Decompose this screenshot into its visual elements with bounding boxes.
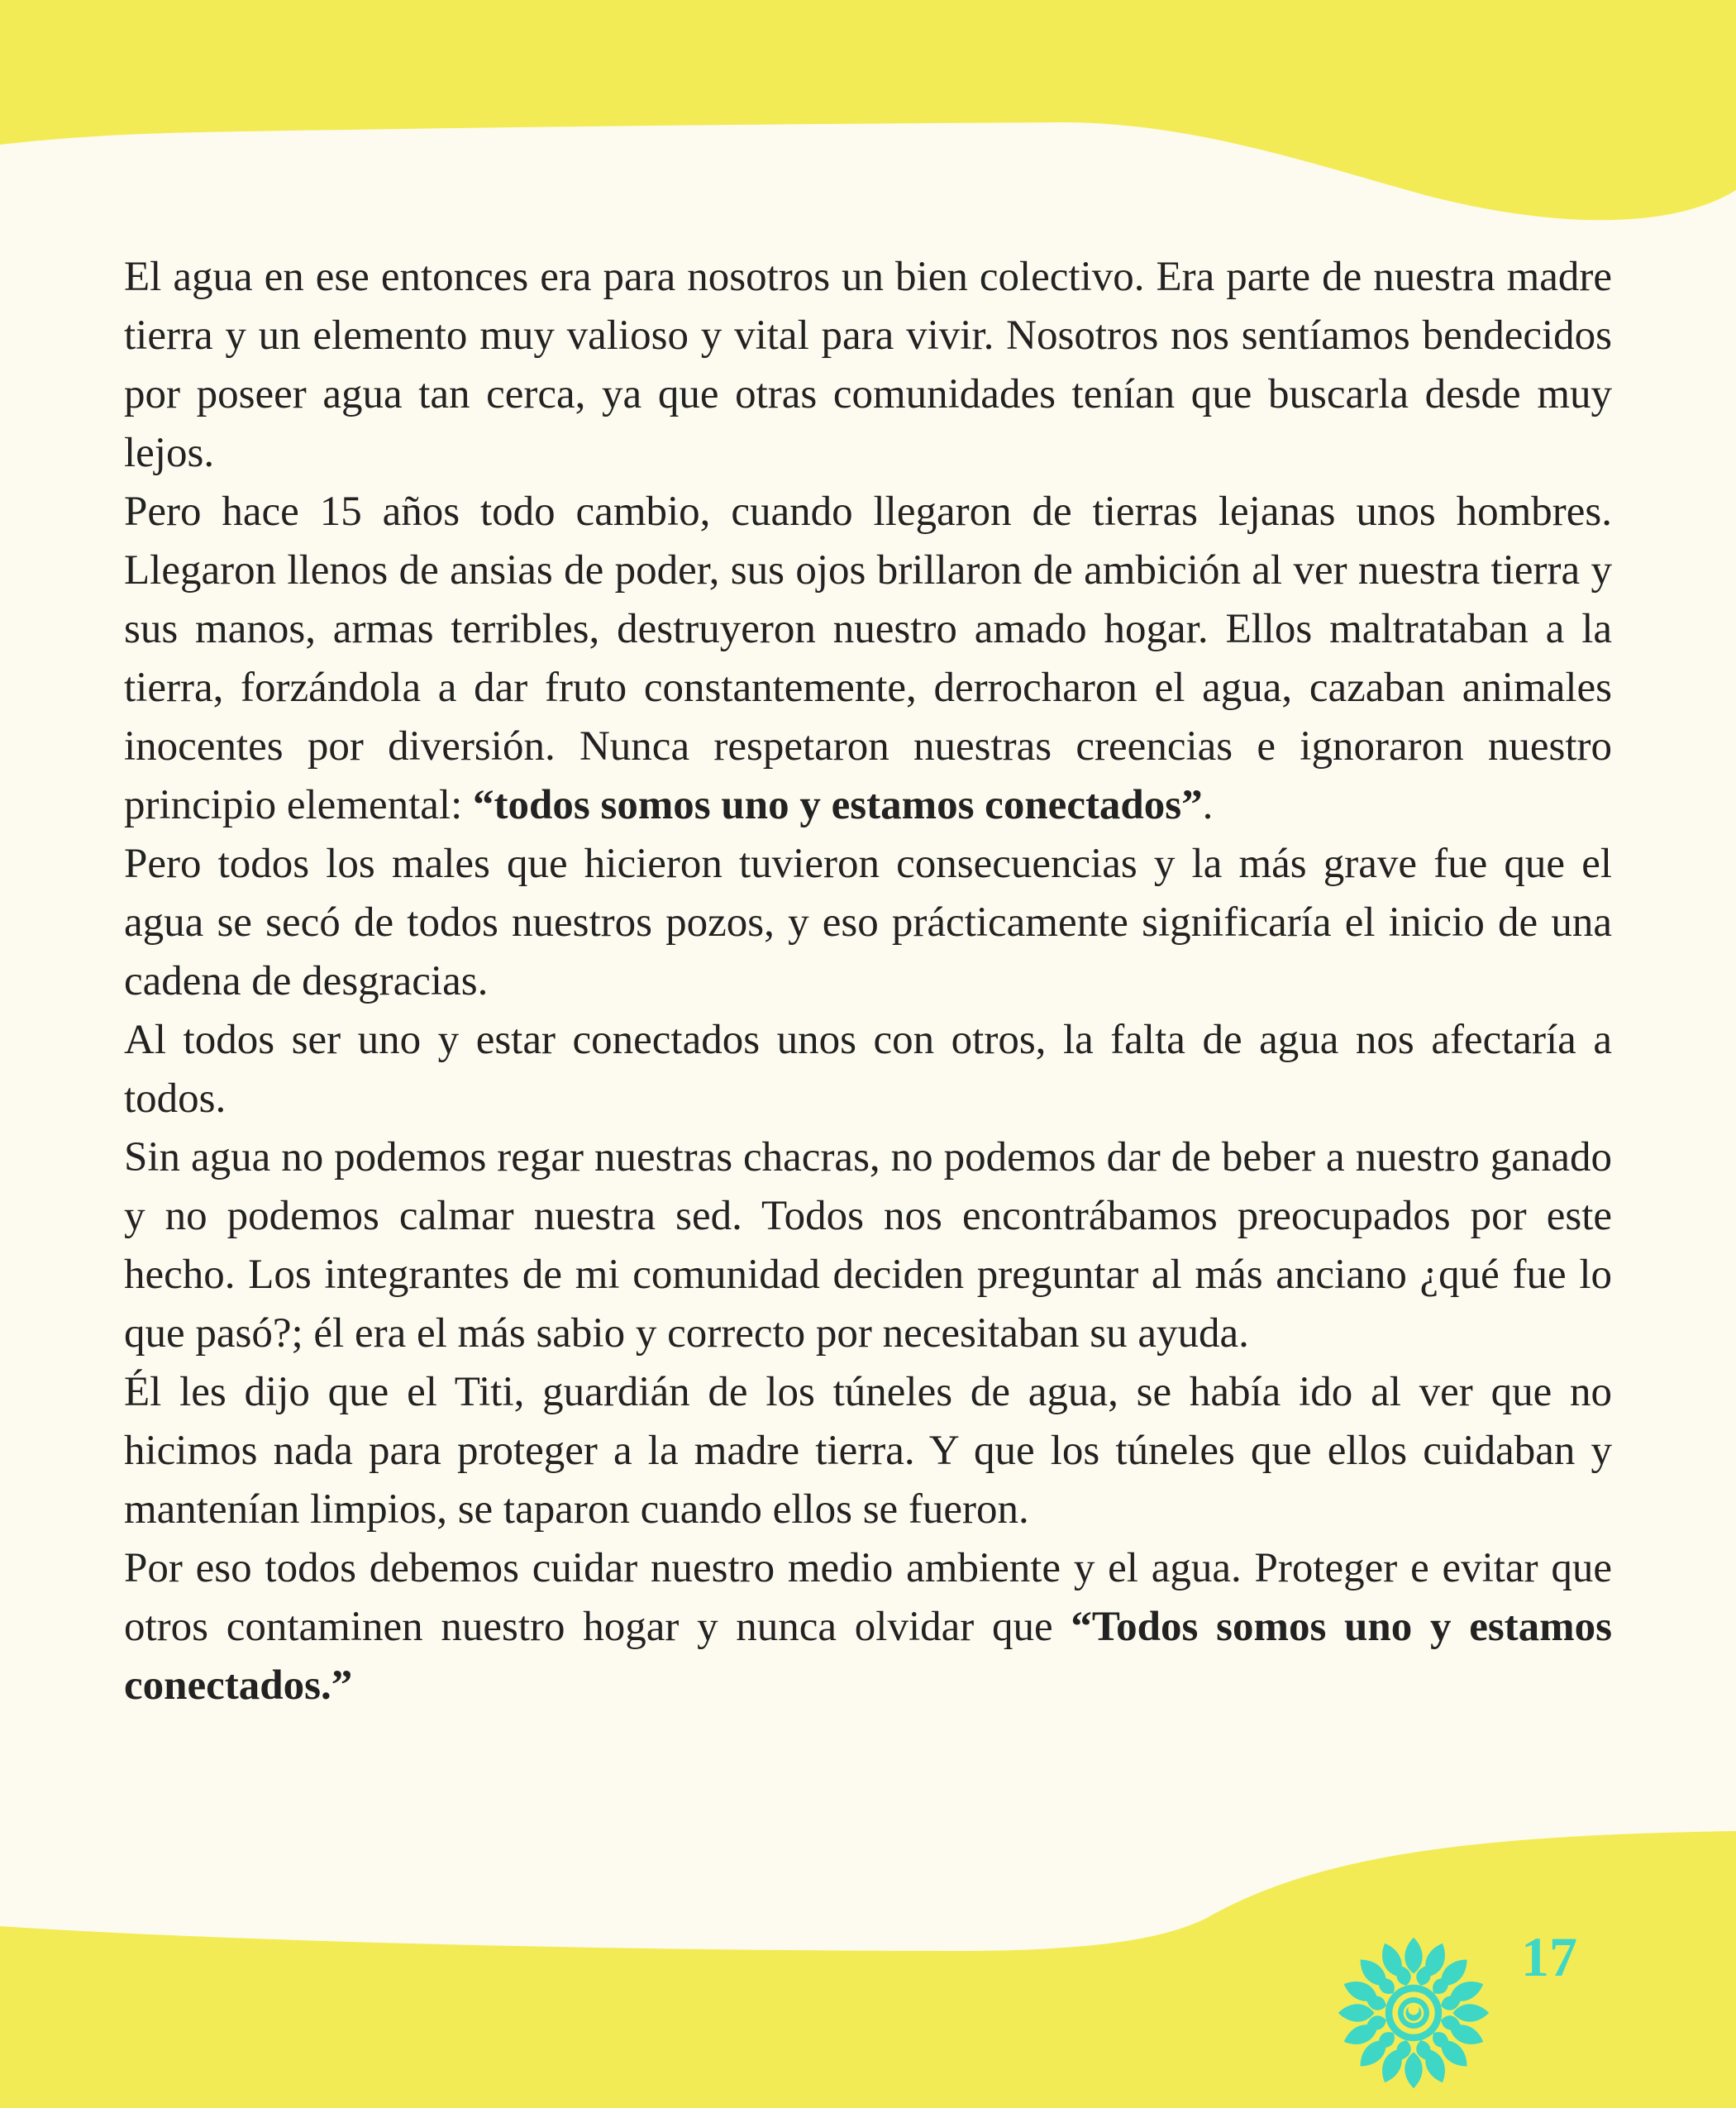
- paragraph-text: Al todos ser uno y estar conectados unos con otros, la falta de agua nos afectaría a todos.: [124, 1017, 1612, 1122]
- story-text: [124, 248, 1612, 1715]
- flower-petal: [1453, 2004, 1490, 2021]
- paragraph-text: Sin agua no podemos regar nuestras chacras, no podemos dar de beber a nuestro ganado y no podemos calmar nuestra sed. Todos nos encontrábamos preocupados por este hecho. Los integrantes de mi comunidad deciden preguntar al más anciano ¿qué fue lo que pasó?; él era el más sabio y correcto por necesitaban su ayuda.: [124, 1134, 1612, 1357]
- bold-phrase: “todos somos uno y estamos conectados”: [473, 782, 1203, 828]
- paragraph: [124, 1011, 1612, 1128]
- page-number: 17: [1521, 1925, 1577, 1988]
- top-yellow-wave: [0, 0, 1736, 248]
- paragraph: [124, 248, 1612, 483]
- paragraph-text: Pero hace 15 años todo cambio, cuando llegaron de tierras lejanas unos hombres. Llegaron llenos de ansias de poder, sus ojos brillaron de ambición al ver nuestra tierra y sus manos, armas terribles, destruyeron nuestro amado hogar. Ellos maltrataban a la tierra, forzándola a dar fruto constantemente, derrocharon el agua, cazaban animales inocentes por diversión. Nunca respetaron nuestras creencias e ignoraron nuestro principio elemental:: [124, 489, 1612, 828]
- paragraph-text: El agua en ese entonces era para nosotros un bien colectivo. Era parte de nuestra madre tierra y un elemento muy valioso y vital para vivir. Nosotros nos sentíamos bendecidos por poseer agua tan cerca, ya que otras comunidades tenían que buscarla desde muy lejos.: [124, 254, 1612, 476]
- paragraph-suffix: .: [1202, 782, 1214, 828]
- paragraph-text: Él les dijo que el Titi, guardián de los túneles de agua, se había ido al ver que no hicimos nada para proteger a la madre tierra. Y que los túneles que ellos cuidaban y mantenían limpios, se taparon cuando ellos se fueron.: [124, 1369, 1612, 1533]
- flower-petal: [1405, 1938, 1422, 1974]
- paragraph: [124, 1363, 1612, 1539]
- paragraph-text: Por eso todos debemos cuidar nuestro medio ambiente y el agua. Proteger e evitar que otros contaminen nuestro hogar y nunca olvidar que: [124, 1545, 1612, 1650]
- bold-phrase: “Todos somos uno y estamos conectados.”: [124, 1604, 1612, 1709]
- paragraph: [124, 1128, 1612, 1363]
- paragraph: [124, 835, 1612, 1011]
- paragraph-text: Pero todos los males que hicieron tuvieron consecuencias y la más grave fue que el agua se secó de todos nuestros pozos, y eso prácticamente significaría el inicio de una cadena de desgracias.: [124, 841, 1612, 1004]
- flower-petal: [1338, 2004, 1375, 2021]
- mandala-flower-icon: [1335, 1934, 1492, 2091]
- paragraph: [124, 1539, 1612, 1715]
- flower-petal: [1405, 2053, 1422, 2089]
- paragraph: [124, 483, 1612, 835]
